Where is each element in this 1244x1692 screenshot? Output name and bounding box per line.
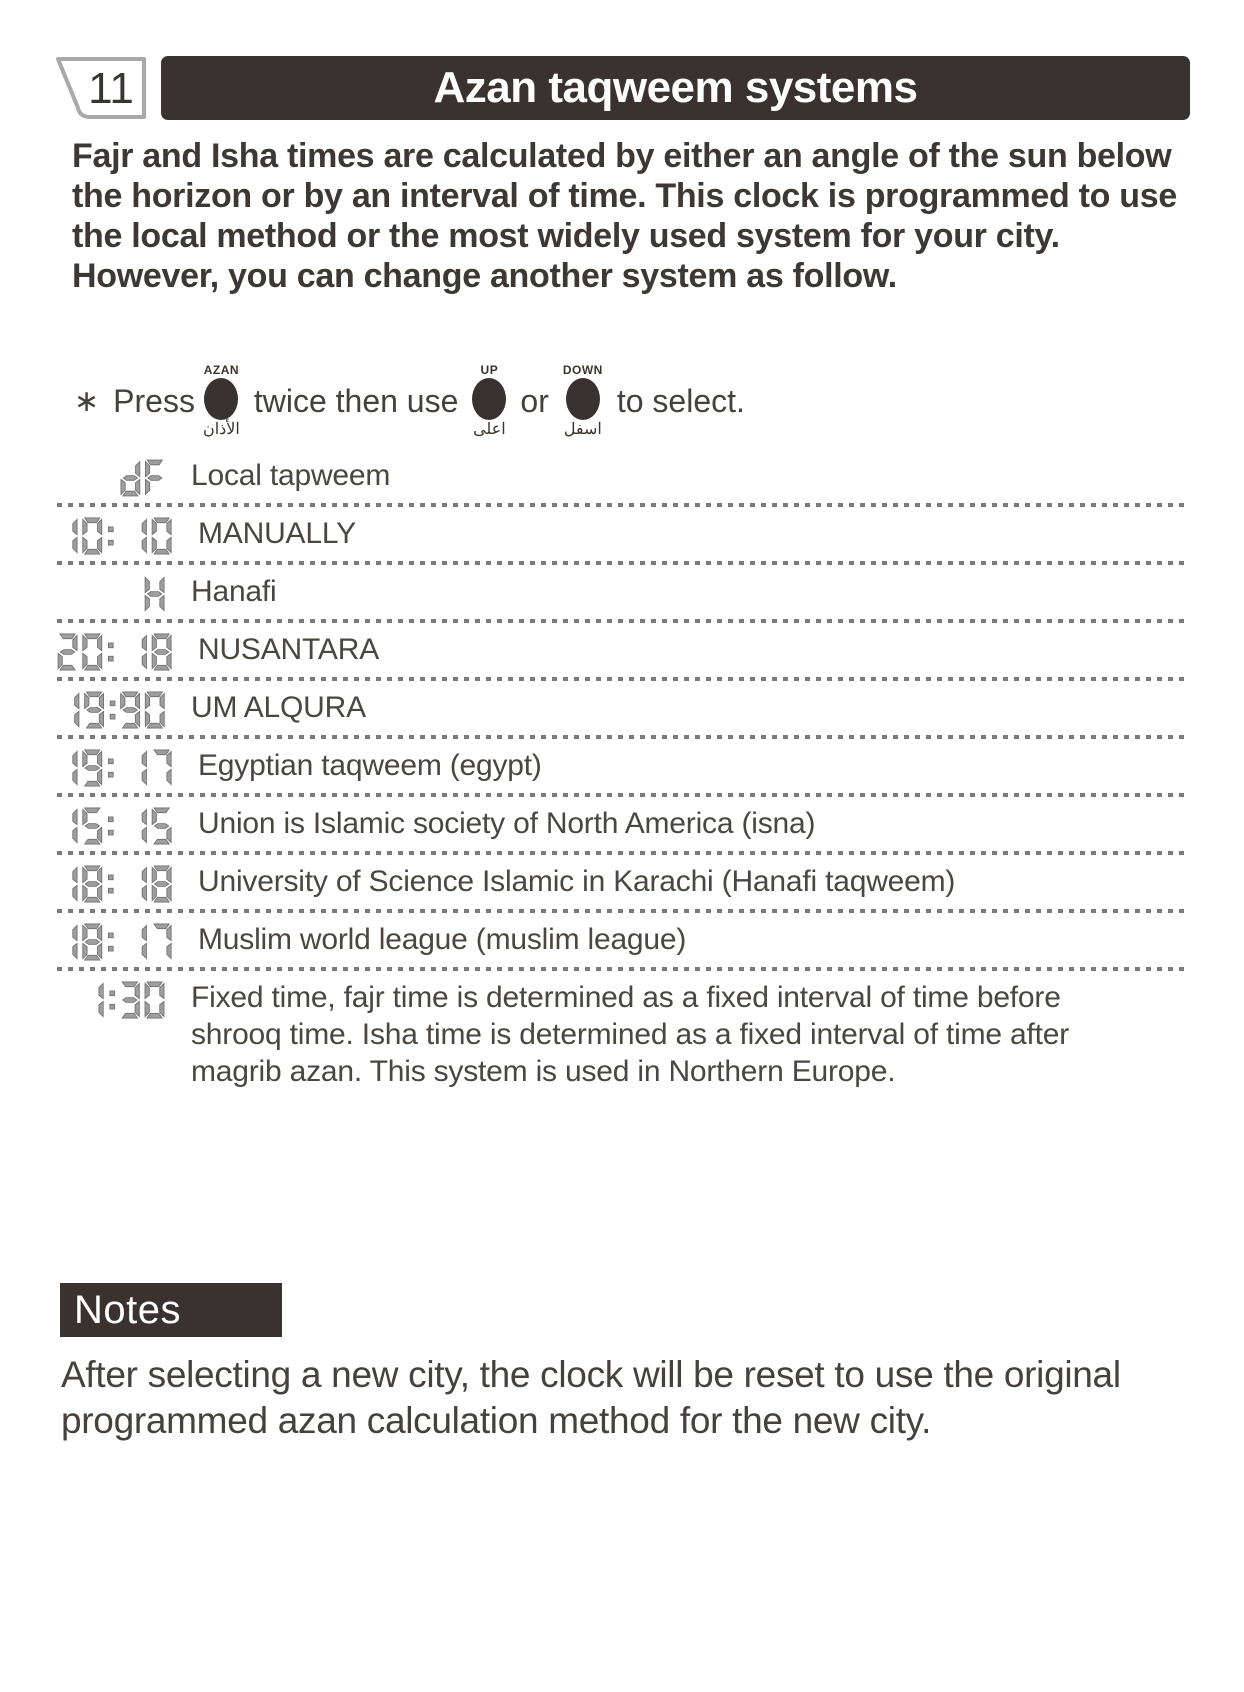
asterisk: ∗	[74, 385, 100, 418]
dotted-separator	[57, 909, 1190, 913]
seven-segment-code	[57, 805, 176, 845]
system-label: Local tapweem	[191, 459, 391, 492]
dotted-separator	[57, 619, 1190, 623]
down-button-arabic-label: اسفل	[563, 421, 602, 438]
system-row	[57, 858, 1190, 907]
seven-segment-code	[57, 979, 169, 1019]
system-label: Fixed time, fajr time is determined as a fixed interval of time before shrooq time. Isha time is determined as a fixed interval of time after magrib azan. This system is used in Northern Europe.	[191, 981, 1070, 1088]
system-label: UM ALQURA	[191, 691, 366, 724]
seven-segment-code	[57, 863, 176, 903]
system-label: MANUALLY	[198, 517, 356, 550]
page-header	[55, 56, 1190, 120]
dotted-separator	[57, 677, 1190, 681]
system-row	[57, 742, 1190, 791]
section-title: Azan taqweem systems	[433, 63, 918, 112]
system-row	[57, 626, 1190, 675]
notes-paragraph: After selecting a new city, the clock will be reset to use the original programmed azan calculation method for the new city.	[61, 1354, 1121, 1441]
system-label: Egyptian taqweem (egypt)	[198, 749, 542, 782]
system-row	[57, 568, 1190, 617]
system-row	[57, 684, 1190, 733]
page-number: 11	[88, 64, 134, 113]
page-number-badge	[55, 56, 148, 120]
down-button	[563, 364, 603, 439]
system-label: Hanafi	[191, 575, 277, 608]
down-button-label: DOWN	[562, 363, 603, 377]
dotted-separator	[57, 793, 1190, 797]
up-button-arabic-label: اعلى	[473, 421, 506, 438]
systems-list	[57, 452, 1190, 1094]
dotted-separator	[57, 503, 1190, 507]
suffix-text: to select.	[616, 383, 745, 419]
seven-segment-code	[57, 515, 176, 555]
between-text: twice then use	[253, 383, 459, 419]
up-button-icon	[472, 378, 506, 420]
system-label: NUSANTARA	[198, 633, 379, 666]
system-label: Union is Islamic society of North America (isna)	[198, 807, 816, 840]
seven-segment-code	[57, 747, 176, 787]
press-instruction	[74, 364, 751, 439]
azan-button-label: AZAN	[203, 363, 240, 377]
azan-button-icon	[204, 378, 238, 420]
system-row	[57, 974, 1190, 1094]
system-row	[57, 916, 1190, 965]
system-label: University of Science Islamic in Karachi (Hanafi taqweem)	[198, 865, 956, 898]
system-label: Muslim world league (muslim league)	[198, 923, 687, 956]
dotted-separator	[57, 735, 1190, 739]
seven-segment-code	[57, 689, 169, 729]
seven-segment-code	[57, 573, 169, 613]
press-text: Press	[113, 383, 195, 419]
intro-paragraph: Fajr and Isha times are calculated by either an angle of the sun below the horizon or by an interval of time. This clock is programmed to use the local method or the most widely used system for your city. However, you can change another system as follow.	[72, 137, 1177, 295]
seven-segment-code	[57, 631, 176, 671]
system-row	[57, 510, 1190, 559]
seven-segment-code	[57, 457, 169, 497]
notes-heading: Notes	[74, 1287, 181, 1332]
notes-heading-box	[60, 1283, 282, 1337]
dotted-separator	[57, 851, 1190, 855]
section-title-bar	[161, 56, 1190, 120]
or-text: or	[520, 383, 549, 419]
dotted-separator	[57, 561, 1190, 565]
system-row	[57, 452, 1190, 501]
system-row	[57, 800, 1190, 849]
seven-segment-code	[57, 921, 176, 961]
azan-button-arabic-label: الأذان	[202, 421, 240, 438]
up-button-label: UP	[480, 363, 499, 377]
down-button-icon	[566, 378, 600, 420]
azan-button	[203, 364, 240, 439]
dotted-separator	[57, 967, 1190, 971]
up-button	[472, 364, 506, 439]
